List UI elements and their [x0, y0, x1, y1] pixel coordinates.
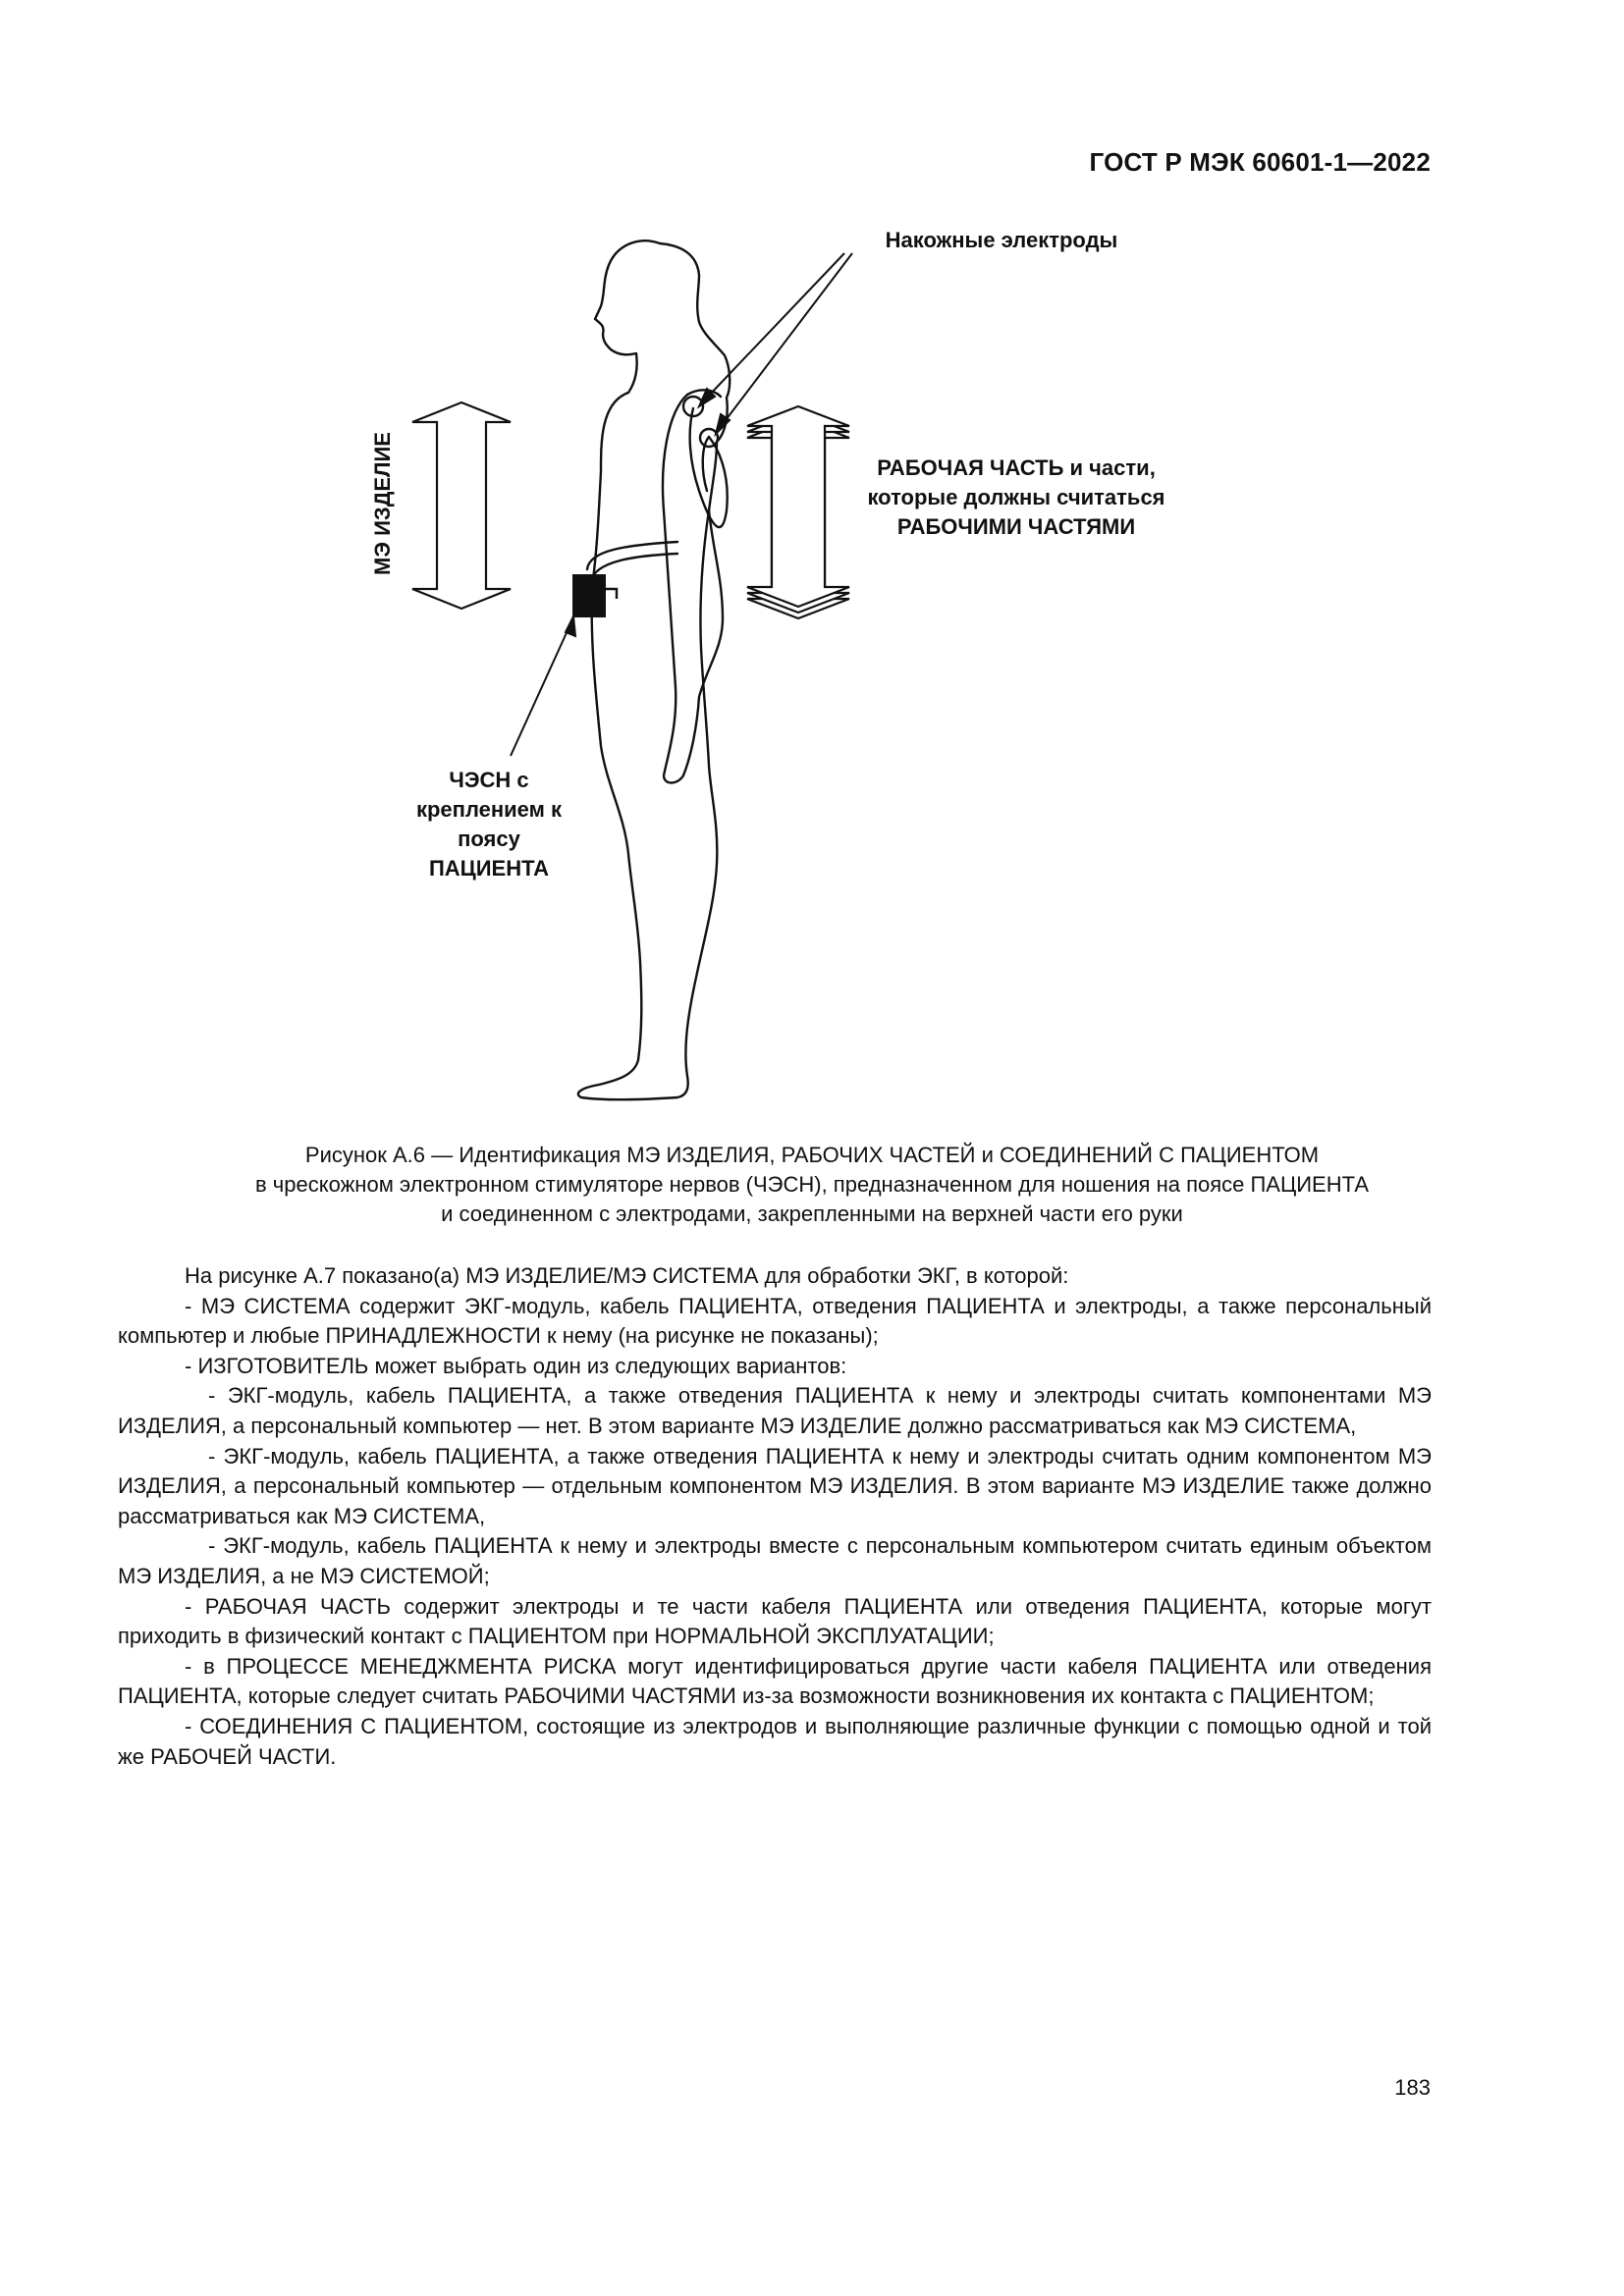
human-silhouette — [578, 240, 730, 1099]
page-header-standard-id: ГОСТ Р МЭК 60601-1—2022 — [1089, 147, 1431, 177]
arm-outline — [663, 395, 723, 783]
paragraph-list-item: - ИЗГОТОВИТЕЛЬ может выбрать один из следующих вариантов: — [185, 1353, 847, 1378]
label-tens-line: ПАЦИЕНТА — [428, 856, 550, 881]
label-me-equipment-wrap — [319, 422, 447, 599]
paragraph-list-item: - СОЕДИНЕНИЯ С ПАЦИЕНТОМ, состоящие из электродов и выполняющие различные функции с помощью одной и той же РАБОЧЕЙ ЧАСТИ. — [118, 1713, 1432, 1769]
label-tens-line: креплением к — [415, 797, 563, 822]
label-applied-line: которые должны считаться — [867, 485, 1165, 509]
paragraph-sublist-item: - ЭКГ-модуль, кабель ПАЦИЕНТА, а также отведения ПАЦИЕНТА к нему и электроды считать компонентами МЭ ИЗДЕЛИЯ, а персональный компьютер — нет. В этом варианте МЭ ИЗДЕЛИЕ должно рассматриваться как МЭ СИСТЕМА, — [118, 1383, 1432, 1438]
paragraph-intro: На рисунке А.7 показано(а) МЭ ИЗДЕЛИЕ/МЭ СИСТЕМА для обработки ЭКГ, в которой: — [185, 1263, 1069, 1288]
figure-drawing — [0, 0, 1624, 1129]
label-tens-line: ЧЭСН с — [449, 768, 529, 792]
label-applied-line: РАБОЧИМИ ЧАСТЯМИ — [896, 514, 1136, 539]
belt — [587, 542, 677, 569]
label-me-equipment: МЭ ИЗДЕЛИЕ — [370, 432, 395, 575]
label-applied-part — [839, 454, 1193, 542]
label-applied-line: РАБОЧАЯ ЧАСТЬ и части, — [877, 455, 1156, 480]
paragraph-sublist-item: - ЭКГ-модуль, кабель ПАЦИЕНТА к нему и электроды вместе с персональным компьютером считать единым объектом МЭ ИЗДЕЛИЯ, а не МЭ СИСТЕМОЙ; — [118, 1533, 1432, 1588]
paragraph-list-item: - МЭ СИСТЕМА содержит ЭКГ-модуль, кабель ПАЦИЕНТА, отведения ПАЦИЕНТА и электроды, а также персональный компьютер и любые ПРИНАДЛЕЖНОСТИ к нему (на рисунке не показаны); — [118, 1293, 1432, 1349]
figure-a6 — [0, 0, 1624, 1129]
caption-line: Рисунок А.6 — Идентификация МЭ ИЗДЕЛИЯ, РАБОЧИХ ЧАСТЕЙ и СОЕДИНЕНИЙ С ПАЦИЕНТОМ — [304, 1143, 1320, 1167]
paragraph-sublist-item: - ЭКГ-модуль, кабель ПАЦИЕНТА, а также отведения ПАЦИЕНТА к нему и электроды считать одним компонентом МЭ ИЗДЕЛИЯ, а персональный компьютер — отдельным компонентом МЭ ИЗДЕЛИЯ. В этом варианте МЭ ИЗДЕЛИЕ также должно рассматриваться как МЭ СИСТЕМА, — [118, 1443, 1432, 1528]
tens-unit — [572, 574, 606, 617]
body-text — [118, 1261, 1432, 1772]
caption-line: и соединенном с электродами, закрепленными на верхней части его руки — [441, 1201, 1183, 1226]
figure-caption — [118, 1141, 1506, 1229]
paragraph-list-item: - РАБОЧАЯ ЧАСТЬ содержит электроды и те части кабеля ПАЦИЕНТА или отведения ПАЦИЕНТА, которые могут приходить в физический контакт с ПАЦИЕНТОМ при НОРМАЛЬНОЙ ЭКСПЛУАТАЦИИ; — [118, 1593, 1432, 1649]
caption-line: в чрескожном электронном стимуляторе нервов (ЧЭСН), предназначенном для ношения на поясе ПАЦИЕНТА — [255, 1172, 1369, 1197]
applied-part-arrows — [747, 406, 849, 618]
label-tens-line: поясу — [458, 827, 520, 851]
label-tens — [391, 766, 587, 883]
label-electrodes: Накожные электроды — [885, 228, 1118, 252]
page-number: 183 — [1394, 2075, 1431, 2100]
paragraph-list-item: - в ПРОЦЕССЕ МЕНЕДЖМЕНТА РИСКА могут идентифицироваться другие части кабеля ПАЦИЕНТА или отведения ПАЦИЕНТА, которые следует считать РАБОЧИМИ ЧАСТЯМИ из-за возможности возникновения их контакта с ПАЦИЕНТОМ; — [118, 1653, 1432, 1709]
